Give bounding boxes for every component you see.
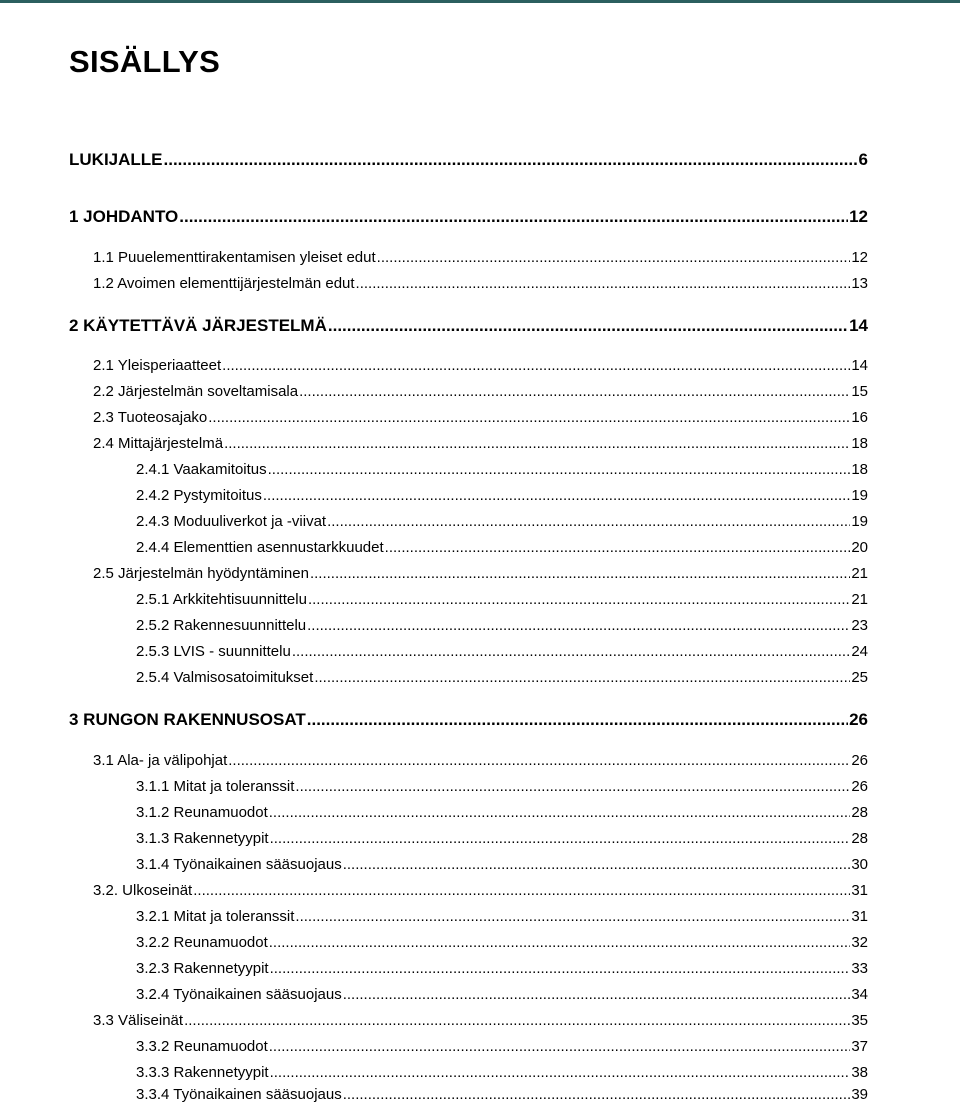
toc-entry-label: 3.2.1 Mitat ja toleranssit (136, 908, 295, 925)
dot-leader (292, 642, 850, 662)
toc-entry-label: 3.1.2 Reunamuodot (136, 804, 268, 821)
toc-entry-3-2-2[interactable] (136, 933, 868, 953)
toc-entry-page: 13 (851, 275, 868, 292)
toc-entry-label: 2.4.4 Elementtien asennustarkkuudet (136, 539, 384, 556)
dot-leader (228, 751, 850, 771)
toc-entry-3-2-3[interactable] (136, 959, 868, 979)
toc-entry-page: 24 (851, 643, 868, 660)
dot-leader (295, 907, 850, 927)
toc-entry-1-1[interactable] (93, 248, 868, 268)
toc-entry-label: 3.1.3 Rakennetyypit (136, 830, 269, 847)
toc-entry-page: 34 (851, 986, 868, 1003)
toc-entry-page: 19 (851, 513, 868, 530)
toc-entry-page: 25 (851, 669, 868, 686)
toc-entry-page: 6 (858, 150, 868, 169)
page-title: SISÄLLYS (69, 44, 221, 79)
toc-entry-label: 2.4.3 Moduuliverkot ja -viivat (136, 513, 327, 530)
dot-leader (208, 408, 850, 428)
toc-entry-2-4[interactable] (93, 434, 868, 454)
toc-entry-page: 31 (851, 882, 868, 899)
toc-entry-page: 14 (851, 357, 868, 374)
dot-leader (270, 959, 851, 979)
toc-entry-page: 37 (851, 1038, 868, 1055)
toc-entry-page: 21 (851, 591, 868, 608)
toc-entry-page: 33 (851, 960, 868, 977)
toc-entry-label: 3.2.3 Rakennetyypit (136, 960, 269, 977)
dot-leader (270, 1063, 851, 1083)
toc-entry-2-4-3[interactable] (136, 512, 868, 532)
toc-entry-2-5-2[interactable] (136, 616, 868, 636)
toc-entry-page: 20 (851, 539, 868, 556)
toc-entry-3-3-3[interactable] (136, 1063, 868, 1083)
dot-leader (269, 1037, 851, 1057)
toc-entry-johdanto[interactable] (69, 207, 868, 227)
toc-entry-label: LUKIJALLE (69, 150, 163, 169)
toc-entry-1-2[interactable] (93, 274, 868, 294)
toc-entry-page: 23 (851, 617, 868, 634)
toc-entry-label: 2.4.2 Pystymitoitus (136, 487, 262, 504)
dot-leader (222, 356, 850, 376)
toc-entry-page: 26 (849, 710, 868, 729)
toc-entry-page: 18 (851, 435, 868, 452)
toc-entry-label: 1 JOHDANTO (69, 207, 179, 226)
toc-entry-label: 2.5.3 LVIS - suunnittelu (136, 643, 291, 660)
dot-leader (184, 1011, 850, 1031)
toc-entry-2-5-1[interactable] (136, 590, 868, 610)
toc-entry-page: 14 (849, 316, 868, 335)
toc-entry-2-5-4[interactable] (136, 668, 868, 688)
dot-leader (385, 538, 851, 558)
dot-leader (299, 382, 850, 402)
toc-entry-label: 3.2. Ulkoseinät (93, 882, 193, 899)
toc-entry-3-3-4[interactable] (136, 1085, 868, 1105)
toc-entry-label: 3.2.2 Reunamuodot (136, 934, 268, 951)
toc-entry-label: 3.2.4 Työnaikainen sääsuojaus (136, 986, 342, 1003)
toc-entry-3-3-2[interactable] (136, 1037, 868, 1057)
toc-entry-3-2[interactable] (93, 881, 868, 901)
toc-entry-2-4-2[interactable] (136, 486, 868, 506)
toc-entry-label: 2.5 Järjestelmän hyödyntäminen (93, 565, 309, 582)
toc-entry-page: 30 (851, 856, 868, 873)
dot-leader (328, 316, 848, 336)
toc-entry-3-1-3[interactable] (136, 829, 868, 849)
toc-entry-label: 2.3 Tuoteosajako (93, 409, 208, 426)
dot-leader (307, 616, 850, 636)
toc-entry-page: 28 (851, 804, 868, 821)
dot-leader (377, 248, 851, 268)
dot-leader (224, 434, 850, 454)
toc-entry-label: 1.1 Puuelementtirakentamisen yleiset edut (93, 249, 376, 266)
toc-entry-page: 31 (851, 908, 868, 925)
dot-leader (179, 207, 848, 227)
toc-entry-page: 21 (851, 565, 868, 582)
dot-leader (269, 803, 851, 823)
toc-entry-lukijalle[interactable] (69, 150, 868, 170)
toc-entry-label: 2.1 Yleisperiaatteet (93, 357, 222, 374)
toc-entry-rungon-rakennusosat[interactable] (69, 710, 868, 730)
toc-entry-page: 19 (851, 487, 868, 504)
toc-entry-label: 3.3.3 Rakennetyypit (136, 1064, 269, 1081)
toc-entry-page: 16 (851, 409, 868, 426)
toc-entry-label: 3.1.4 Työnaikainen sääsuojaus (136, 856, 342, 873)
toc-entry-label: 3 RUNGON RAKENNUSOSAT (69, 710, 306, 729)
dot-leader (164, 150, 858, 170)
toc-entry-label: 3.3 Väliseinät (93, 1012, 184, 1029)
toc-entry-label: 3.1 Ala- ja välipohjat (93, 752, 228, 769)
dot-leader (270, 829, 851, 849)
dot-leader (263, 486, 850, 506)
toc-entry-page: 26 (851, 752, 868, 769)
toc-entry-page: 26 (851, 778, 868, 795)
dot-leader (343, 985, 851, 1005)
dot-leader (307, 710, 848, 730)
dot-leader (343, 1085, 851, 1105)
toc-entry-page: 28 (851, 830, 868, 847)
dot-leader (343, 855, 851, 875)
toc-entry-page: 12 (849, 207, 868, 226)
dot-leader (356, 274, 851, 294)
toc-entry-label: 3.3.4 Työnaikainen sääsuojaus (136, 1086, 342, 1103)
toc-entry-label: 1.2 Avoimen elementtijärjestelmän edut (93, 275, 355, 292)
dot-leader (310, 564, 850, 584)
toc-entry-page: 32 (851, 934, 868, 951)
toc-entry-2-4-1[interactable] (136, 460, 868, 480)
toc-entry-2-4-4[interactable] (136, 538, 868, 558)
toc-entry-2-5[interactable] (93, 564, 868, 584)
dot-leader (193, 881, 850, 901)
dot-leader (295, 777, 850, 797)
toc-entry-label: 2.5.2 Rakennesuunnittelu (136, 617, 307, 634)
toc-entry-2-5-3[interactable] (136, 642, 868, 662)
toc-entry-label: 2.4.1 Vaakamitoitus (136, 461, 267, 478)
toc-entry-2-1[interactable] (93, 356, 868, 376)
toc-entry-3-1-1[interactable] (136, 777, 868, 797)
dot-leader (327, 512, 850, 532)
toc-entry-3-1-4[interactable] (136, 855, 868, 875)
toc-entry-page: 18 (851, 461, 868, 478)
toc-entry-3-1[interactable] (93, 751, 868, 771)
toc-entry-page: 35 (851, 1012, 868, 1029)
top-rule (0, 0, 960, 3)
dot-leader (269, 933, 851, 953)
toc-entry-label: 2.2 Järjestelmän soveltamisala (93, 383, 299, 400)
dot-leader (308, 590, 850, 610)
toc-entry-label: 3.1.1 Mitat ja toleranssit (136, 778, 295, 795)
toc-entry-page: 38 (851, 1064, 868, 1081)
toc-entry-label: 2.4 Mittajärjestelmä (93, 435, 224, 452)
dot-leader (268, 460, 851, 480)
toc-entry-page: 12 (851, 249, 868, 266)
dot-leader (314, 668, 850, 688)
toc-entry-2-3[interactable] (93, 408, 868, 428)
toc-entry-3-3[interactable] (93, 1011, 868, 1031)
toc-entry-label: 3.3.2 Reunamuodot (136, 1038, 268, 1055)
toc-entry-page: 15 (851, 383, 868, 400)
toc-entry-label: 2 KÄYTETTÄVÄ JÄRJESTELMÄ (69, 316, 327, 335)
toc-entry-kaytettava-jarjestelma[interactable] (69, 316, 868, 336)
toc-entry-page: 39 (851, 1086, 868, 1103)
toc-entry-2-2[interactable] (93, 382, 868, 402)
toc-entry-label: 2.5.4 Valmisosatoimitukset (136, 669, 314, 686)
toc-entry-label: 2.5.1 Arkkitehtisuunnittelu (136, 591, 307, 608)
toc-entry-3-2-1[interactable] (136, 907, 868, 927)
toc-entry-3-2-4[interactable] (136, 985, 868, 1005)
toc-entry-3-1-2[interactable] (136, 803, 868, 823)
